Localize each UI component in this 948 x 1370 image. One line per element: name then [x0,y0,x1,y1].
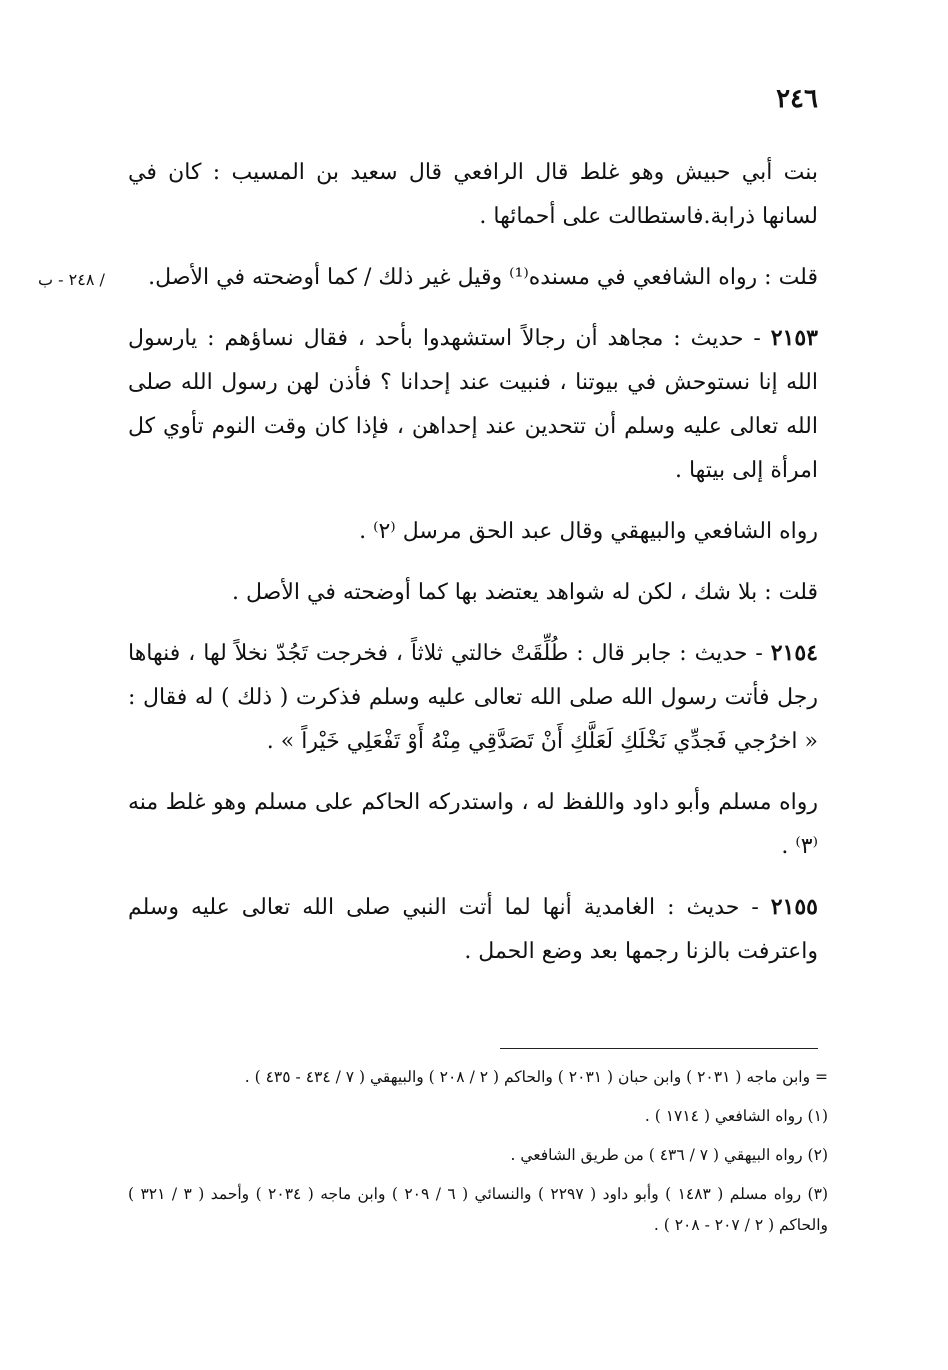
page-number: ٢٤٦ [776,84,818,114]
paragraph [128,316,818,493]
main-text [128,150,818,990]
paragraph-text: - حديث : جابر قال : طُلِّقَتْ خالتي ثلاثاً ، فخرجت تَجُدّ نخلاً لها ، فنهاها رجل فأتت رسول الله صلى الله تعالى عليه وسلم فذكرت ( ذلك ) له فقال : « اخرُجي فَجدِّي نَخْلَكِ لَعَلَّكِ أَنْ تَصَدَّقِي مِنْهُ أَوْ تَفْعَلِي خَيْراً » . [128,641,818,754]
hadith-number: ٢١٥٤ [770,640,818,666]
paragraph [128,255,818,300]
paragraph-text: قلت : رواه الشافعي في مسنده⁽¹⁾ وقيل غير ذلك / كما أوضحته في الأصل. [148,265,818,290]
paragraph [128,631,818,764]
footnotes [128,1062,828,1249]
footnote: (٣) رواه مسلم ( ١٤٨٣ ) وأبو داود ( ٢٢٩٧ ) والنسائي ( ٦ / ٢٠٩ ) وابن ماجه ( ٢٠٣٤ ) وأحمد ( ٣ / ٣٢١ ) والحاكم ( ٢ / ٢٠٧ - ٢٠٨ ) . [128,1185,828,1234]
paragraph-text: رواه مسلم وأبو داود واللفظ له ، واستدركه الحاكم على مسلم وهو غلط منه ⁽٣⁾ . [128,790,818,859]
paragraph-text: بنت أبي حبيش وهو غلط قال الرافعي قال سعيد بن المسيب : كان في لسانها ذرابة.فاستطالت على أحمائها . [128,160,818,229]
paragraph [128,780,818,869]
paragraph-text: قلت : بلا شك ، لكن له شواهد يعتضد بها كما أوضحته في الأصل . [232,580,818,605]
paragraph [128,570,818,615]
paragraph [128,509,818,554]
hadith-number: ٢١٥٣ [770,325,818,351]
footnote-divider [500,1048,818,1049]
paragraph-text: رواه الشافعي والبيهقي وقال عبد الحق مرسل ⁽٢⁾ . [359,519,818,544]
paragraph-text: - حديث : الغامدية أنها لما أتت النبي صلى الله تعالى عليه وسلم واعترفت بالزنا رجمها بعد وضع الحمل . [128,895,818,964]
paragraph-text: - حديث : مجاهد أن رجالاً استشهدوا بأحد ، فقال نساؤهم : يارسول الله إنا نستوحش في بيوتنا ، فنبيت عند إحدانا ؟ فأذن لهن رسول الله صلى الله تعالى عليه وسلم أن تتحدين عند إحداهن ، فإذا كان وقت النوم تأوي كل امرأة إلى بيتها . [128,326,818,483]
hadith-number: ٢١٥٥ [770,894,818,920]
footnote: = وابن ماجه ( ٢٠٣١ ) وابن حبان ( ٢٠٣١ ) والحاكم ( ٢ / ٢٠٨ ) والبيهقي ( ٧ / ٤٣٤ - ٤٣٥ ) . [244,1068,828,1086]
margin-note: / ٢٤٨ - ب [38,270,105,289]
paragraph [128,150,818,239]
footnote: (١) رواه الشافعي ( ١٧١٤ ) . [644,1107,828,1125]
paragraph [128,885,818,974]
footnote: (٢) رواه البيهقي ( ٧ / ٤٣٦ ) من طريق الشافعي . [510,1146,828,1164]
